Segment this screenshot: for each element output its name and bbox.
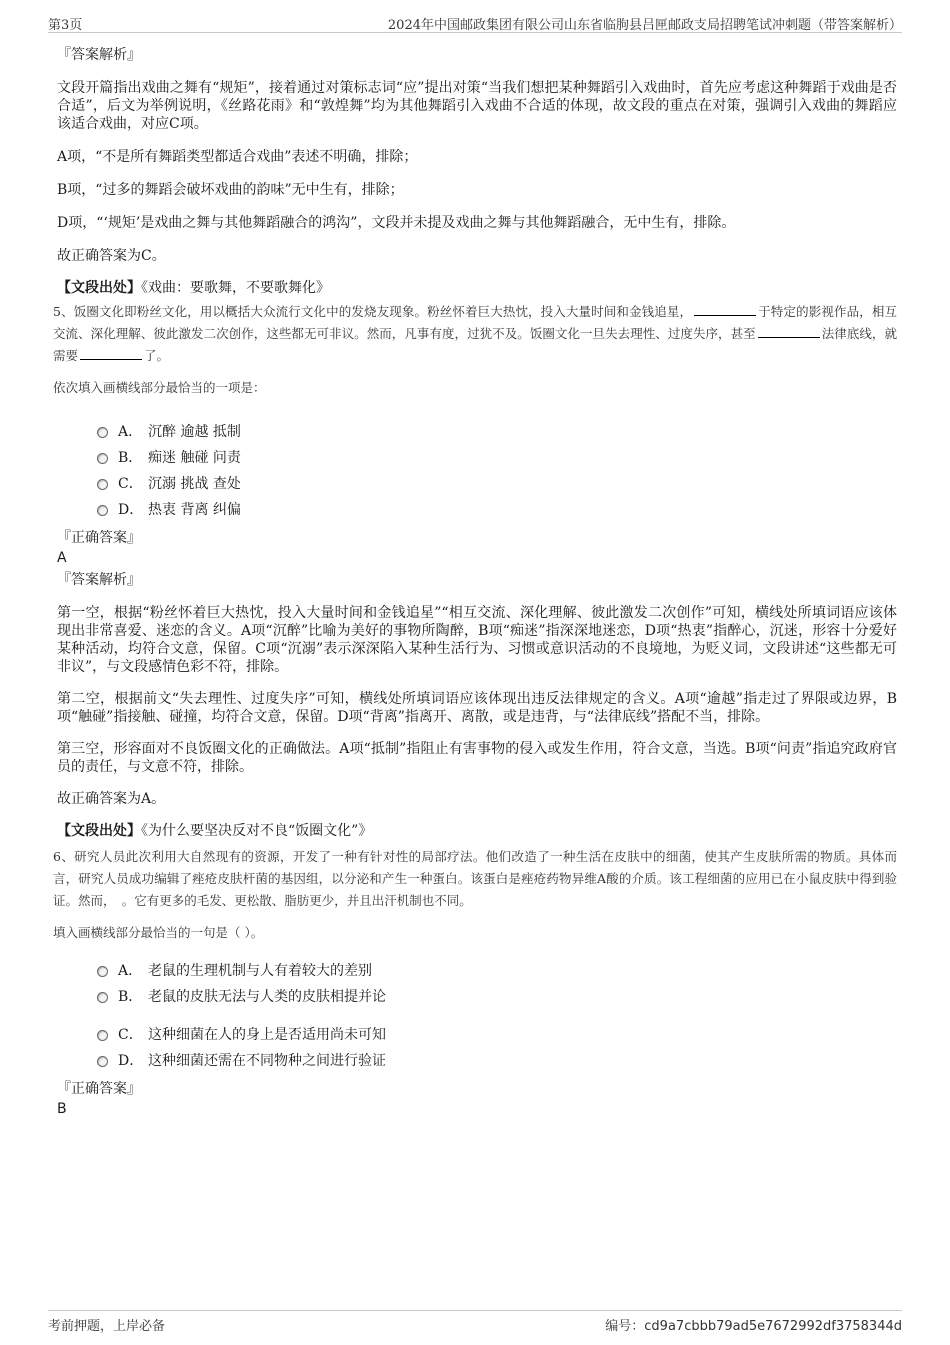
q6-option-b[interactable]: B． 老鼠的皮肤无法与人类的皮肤相提并论 [97,984,897,1010]
q4-source-label: 【文段出处】 [57,280,141,296]
q5-option-c[interactable]: C． 沉溺 挑战 查处 [97,471,897,497]
page-footer [48,1310,902,1332]
page-number: 第3页 [48,18,83,33]
q4-source-text: 《戏曲：要歌舞，不要歌舞化》 [141,280,330,296]
document-title: 2024年中国邮政集团有限公司山东省临朐县吕匣邮政支局招聘笔试冲刺题（带答案解析） [387,18,902,33]
radio-icon[interactable] [97,1056,108,1067]
q5-analysis-p4: 故正确答案为A。 [57,791,166,807]
q4-analysis-p1: 文段开篇指出戏曲之舞有“规矩”，接着通过对策标志词“应”提出对策“当我们想把某种舞蹈引入戏曲时，首先应考虑这种舞蹈于戏曲是否合适”，后文为举例说明，《丝路花雨》和“敦煌舞”均为其他舞蹈引入戏曲不合适的体现，故文段的重点在对策，强调引入戏曲的舞蹈应该适合戏曲，对应C项。 [57,80,897,132]
q6-option-d[interactable]: D． 这种细菌还需在不同物种之间进行验证 [97,1048,897,1074]
q5-text-a: 5、饭圈文化即粉丝文化，用以概括大众流行文化中的发烧友现象。粉丝怀着巨大热忱，投入大量时间和金钱追星， [53,304,693,319]
q5-source-text: 《为什么要坚决反对不良“饭圈文化”》 [141,823,373,839]
q5-option-d[interactable]: D． 热衷 背离 纠偏 [97,497,897,523]
q5-option-a[interactable]: A． 沉醉 逾越 抵制 [97,419,897,445]
radio-icon[interactable] [97,505,108,516]
q4-analysis-p2: A项，“不是所有舞蹈类型都适合戏曲”表述不明确，排除； [57,149,418,165]
q5-options [97,419,897,523]
q5-analysis-label: 『答案解析』 [57,572,141,588]
radio-icon[interactable] [97,427,108,438]
q5-text-b: 于特定的影视作品，相互交流、深化理解、彼此激发二次创作，这些都无可非议。然而，凡事有度，过犹不及。饭圈文化一旦失去理性、过度失序，甚至 [53,304,897,341]
q5-answer-label: 『正确答案』 [57,530,141,546]
q6-prompt: 填入画横线部分最恰当的一句是（ ）。 [53,925,264,940]
q5-text-c: 法律底线，就需要 [53,326,897,363]
q5-source-label: 【文段出处】 [57,823,141,839]
q5-source [57,822,897,840]
q5-blank-2 [758,325,820,338]
q6-question: 6、研究人员此次利用大自然现有的资源，开发了一种有针对性的局部疗法。他们改造了一种生活在皮肤中的细菌，使其产生皮肤所需的物质。具体而言，研究人员成功编辑了痤疮皮肤杆菌的基因组，以分泌和产生一种蛋白。该蛋白是痤疮药物异维A酸的介质。该工程细菌的应用已在小鼠皮肤中得到验证。然而， 。它有更多的毛发、更松散、脂肪更少，并且出汗机制也不同。 [53,849,897,908]
q4-analysis-label: 『答案解析』 [57,47,141,63]
q6-option-a[interactable]: A． 老鼠的生理机制与人有着较大的差别 [97,958,897,984]
q6-option-c[interactable]: C． 这种细菌在人的身上是否适用尚未可知 [97,1022,897,1048]
q5-analysis-p3: 第三空，形容面对不良饭圈文化的正确做法。A项“抵制”指阻止有害事物的侵入或发生作用，符合文意，当选。B项“问责”指追究政府官员的责任，与文意不符，排除。 [57,741,897,775]
q5-blank-1 [694,303,756,316]
radio-icon[interactable] [97,453,108,464]
footer-slogan: 考前押题，上岸必备 [48,1319,166,1334]
q5-prompt: 依次填入画横线部分最恰当的一项是： [53,380,266,395]
q5-option-b[interactable]: B． 痴迷 触碰 问责 [97,445,897,471]
q6-answer-label: 『正确答案』 [57,1081,141,1097]
q5-text-d: 了。 [144,348,170,363]
q6-options [97,958,897,1074]
footer-code: 编号：cd9a7cbbb79ad5e7672992df3758344d [605,1319,902,1334]
q4-source [57,279,897,297]
q5-answer: A [57,550,67,566]
q4-analysis-p5: 故正确答案为C。 [57,248,166,264]
radio-icon[interactable] [97,966,108,977]
radio-icon[interactable] [97,1030,108,1041]
q5-question [53,301,897,367]
q5-blank-3 [80,347,142,360]
q4-analysis-p4: D项，“‘规矩’是戏曲之舞与其他舞蹈融合的鸿沟”，文段并未提及戏曲之舞与其他舞蹈融合，无中生有，排除。 [57,215,736,231]
q5-analysis-p2: 第二空，根据前文“失去理性、过度失序”可知，横线处所填词语应该体现出违反法律规定的含义。A项“逾越”指走过了界限或边界，B项“触碰”指接触、碰撞，均符合文意，保留。D项“背离”指离开、离散，或是违背，与“法律底线”搭配不当，排除。 [57,691,897,725]
page-header [48,14,902,33]
q4-analysis-p3: B项，“过多的舞蹈会破坏戏曲的韵味”无中生有，排除； [57,182,404,198]
page-content [53,46,897,1118]
q5-analysis-p1: 第一空，根据“粉丝怀着巨大热忱，投入大量时间和金钱追星”“相互交流、深化理解、彼此激发二次创作”可知，横线处所填词语应该体现出非常喜爱、迷恋的含义。A项“沉醉”比喻为美好的事物所陶醉，B项“痴迷”指深深地迷恋，D项“热衷”指醉心，沉迷，形容十分爱好某种活动，均符合文意，保留。C项“沉溺”表示深深陷入某种生活行为、习惯或意识活动的不良境地，为贬义词，文段讲述“这些都无可非议”，与文段感情色彩不符，排除。 [57,605,897,675]
radio-icon[interactable] [97,479,108,490]
radio-icon[interactable] [97,992,108,1003]
q6-answer: B [57,1101,67,1117]
